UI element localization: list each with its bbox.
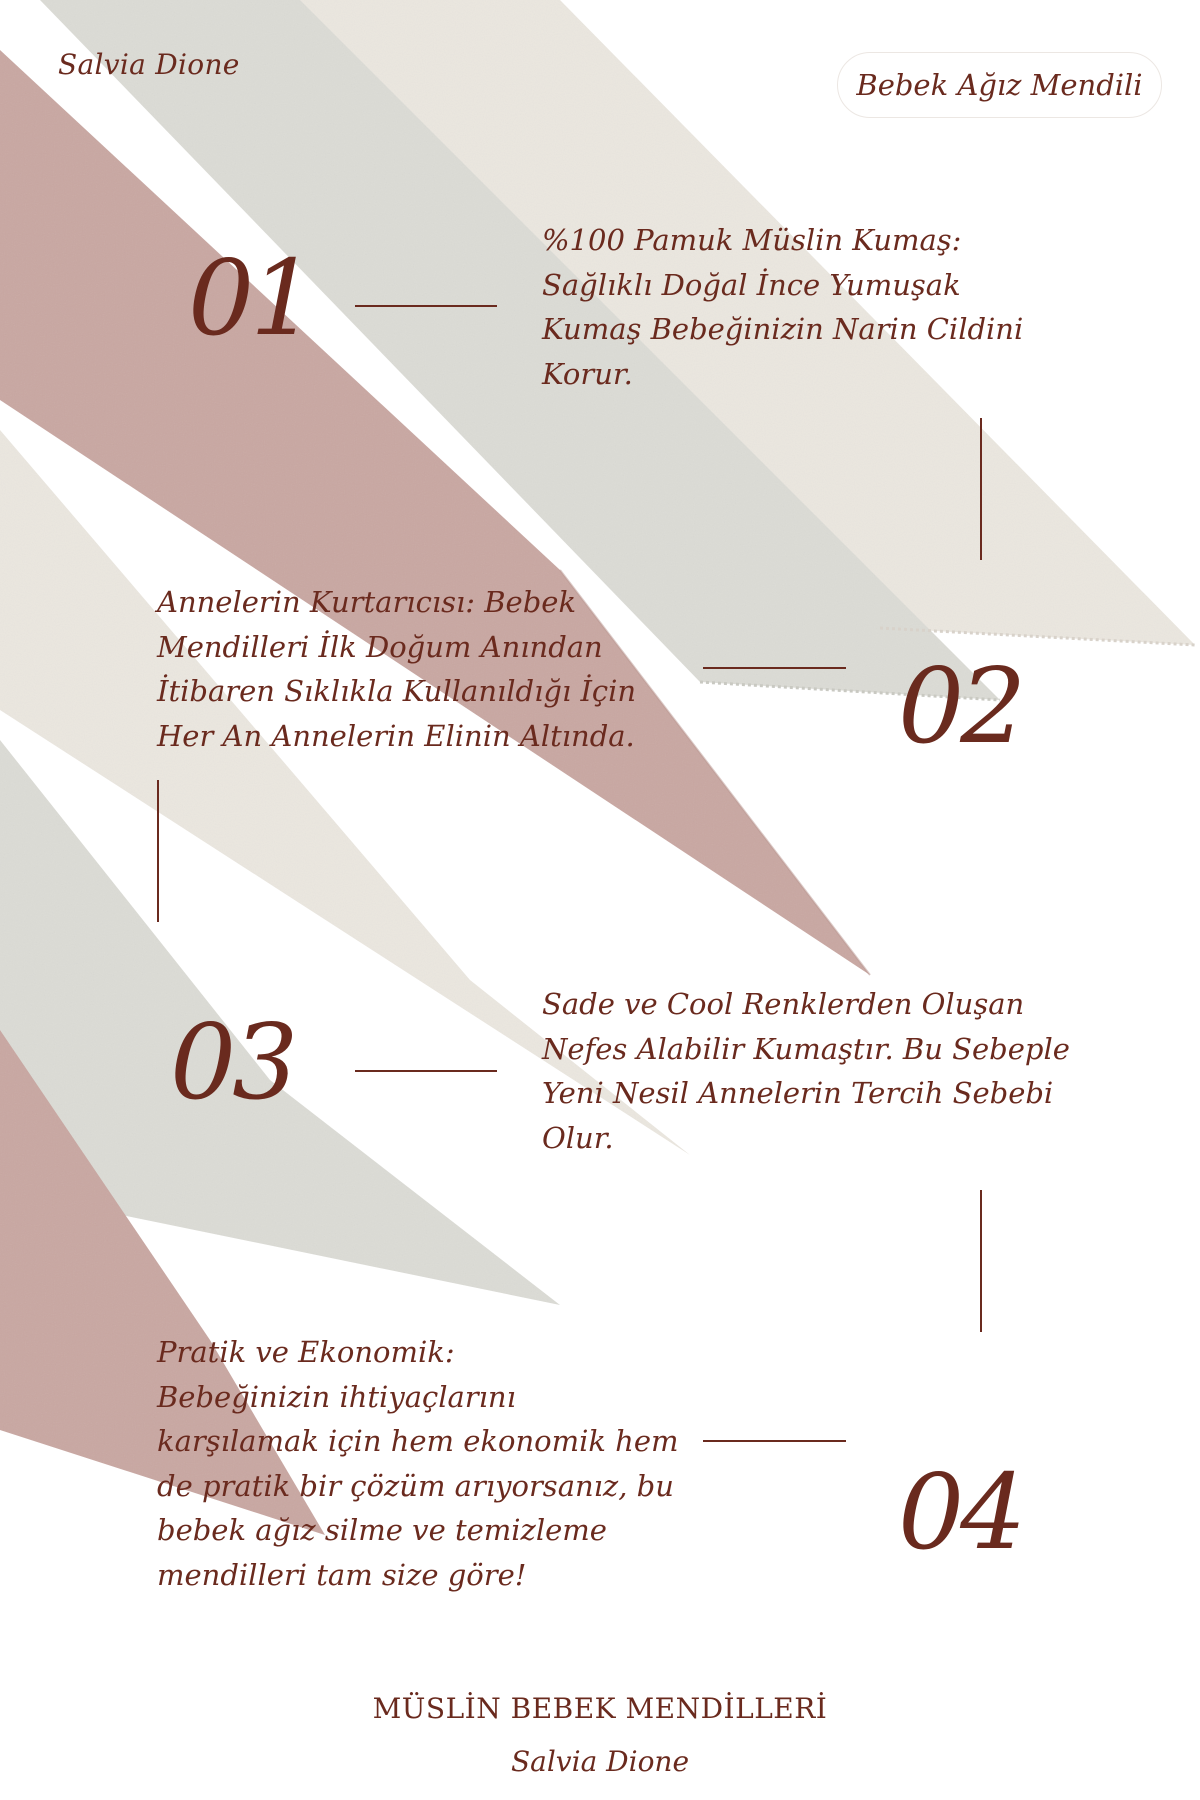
brand-name: Salvia Dione <box>58 48 240 81</box>
feature-line: Korur. <box>542 356 633 391</box>
feature-number: 01 <box>188 237 313 359</box>
feature-line: Yeni Nesil Annelerin Tercih Sebebi <box>542 1076 1054 1110</box>
divider-line <box>980 1190 982 1332</box>
feature-line: %100 Pamuk Müslin Kumaş: <box>542 223 962 257</box>
product-badge-label: Bebek Ağız Mendili <box>856 68 1143 102</box>
feature-line: Mendilleri İlk Doğum Anından <box>157 629 603 664</box>
feature-text <box>542 218 1023 396</box>
feature-number: 02 <box>898 645 1023 767</box>
footer-title: MÜSLİN BEBEK MENDİLLERİ <box>372 1692 828 1725</box>
feature-number: 03 <box>170 1001 295 1123</box>
feature-line: bebek ağız silme ve temizleme <box>157 1513 607 1547</box>
feature-line: mendilleri tam size göre! <box>157 1557 527 1592</box>
feature-text <box>157 1330 679 1597</box>
product-badge <box>837 52 1162 118</box>
divider-line <box>355 1070 497 1072</box>
feature-text <box>157 580 636 758</box>
feature-line: Sade ve Cool Renklerden Oluşan <box>542 987 1025 1021</box>
feature-line: Nefes Alabilir Kumaştır. Bu Sebeple <box>542 1031 1070 1066</box>
footer-brand: Salvia Dione <box>510 1745 690 1778</box>
divider-line <box>703 1440 846 1442</box>
feature-line: Kumaş Bebeğinizin Narin Cildini <box>542 312 1024 346</box>
feature-line: Bebeğinizin ihtiyaçlarını <box>157 1379 516 1414</box>
feature-line: İtibaren Sıklıkla Kullanıldığı İçin <box>157 674 637 708</box>
feature-line: karşılamak için hem ekonomik hem <box>157 1424 679 1458</box>
feature-line: Sağlıklı Doğal İnce Yumuşak <box>542 267 961 302</box>
divider-line <box>157 780 159 922</box>
divider-line <box>703 667 846 669</box>
feature-number: 04 <box>898 1451 1023 1573</box>
feature-line: de pratik bir çözüm arıyorsanız, bu <box>157 1468 674 1503</box>
feature-line: Annelerin Kurtarıcısı: Bebek <box>157 585 577 619</box>
divider-line <box>980 418 982 560</box>
feature-line: Pratik ve Ekonomik: <box>157 1335 455 1369</box>
feature-line: Olur. <box>542 1120 614 1155</box>
feature-text <box>542 982 1070 1160</box>
feature-line: Her An Annelerin Elinin Altında. <box>157 718 635 753</box>
divider-line <box>355 305 497 307</box>
